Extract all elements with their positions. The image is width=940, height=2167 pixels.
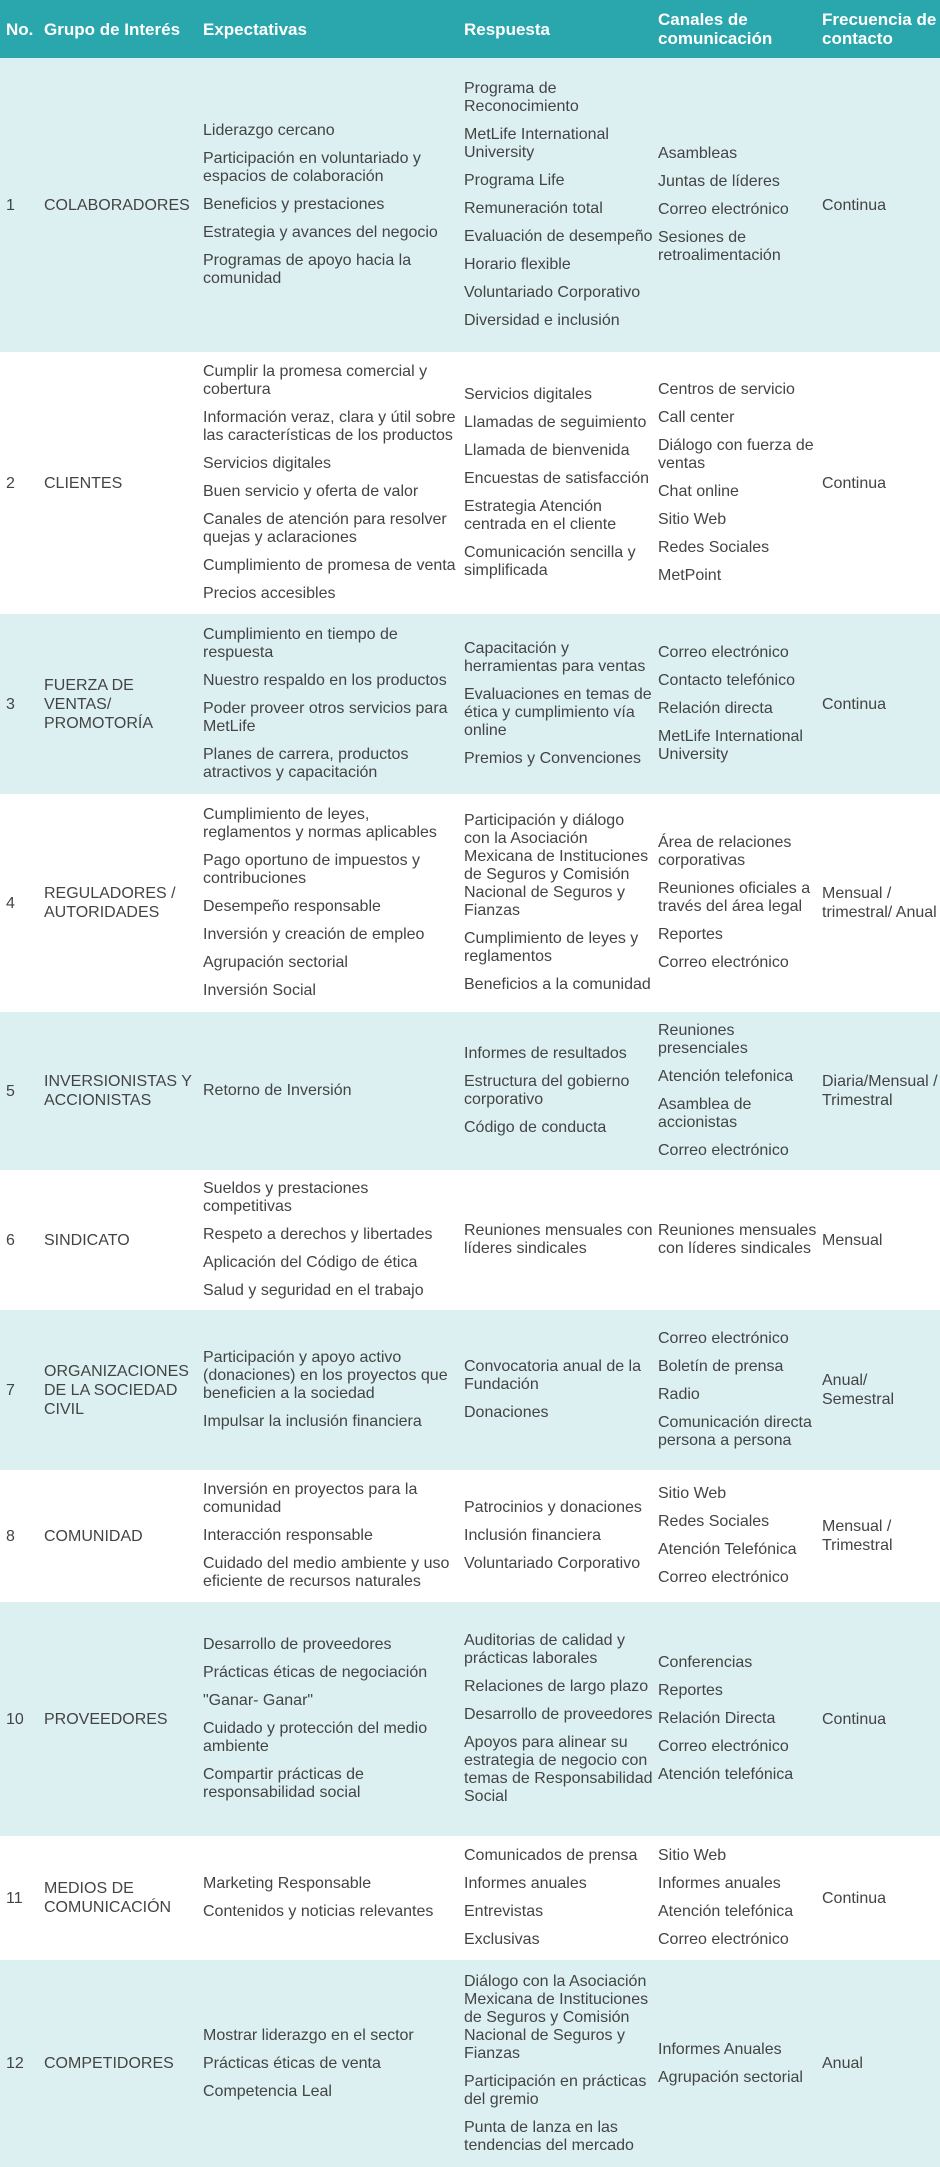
canales-list-item: Correo electrónico <box>658 1738 789 1755</box>
frecuencia-contacto: Continua <box>822 474 887 492</box>
canales-list-item: Relación Directa <box>658 1710 776 1727</box>
respuesta-list-item: Llamadas de seguimiento <box>464 414 647 431</box>
frecuencia-contacto: Mensual / Trimestral <box>822 1518 893 1554</box>
canales-list-item: Reportes <box>658 926 723 943</box>
respuesta-list-item: Estrategia Atención centrada en el cliente <box>464 498 617 533</box>
respuesta-list-item: Evaluación de desempeño <box>464 228 653 245</box>
canales-list-item: Redes Sociales <box>658 539 770 556</box>
respuesta-list-item: Auditorias de calidad y prácticas laborales <box>464 1632 625 1667</box>
canales-list-item: Reuniones presenciales <box>658 1022 748 1057</box>
canales-list-item: Correo electrónico <box>658 954 789 971</box>
canales-list-item: Asamblea de accionistas <box>658 1096 752 1131</box>
respuesta-list-item: Comunicados de prensa <box>464 1847 638 1864</box>
canales-list <box>658 1960 818 2167</box>
canales-list-item: Atención telefonica <box>658 1068 794 1085</box>
canales-list-item: Correo electrónico <box>658 1142 789 1159</box>
stakeholder-group: INVERSIONISTAS Y ACCIONISTAS <box>44 1073 192 1109</box>
respuesta-list-item: Remuneración total <box>464 200 603 217</box>
respuesta-list-item: Comunicación sencilla y simplificada <box>464 544 636 579</box>
respuesta-list <box>464 1170 654 1310</box>
canales-list-item: Chat online <box>658 483 739 500</box>
frecuencia-contacto: Diaria/Mensual / Trimestral <box>822 1073 938 1109</box>
table-row <box>0 1602 940 1836</box>
frecuencia-contacto: Continua <box>822 1889 887 1907</box>
expectativas-list-item: Pago oportuno de impuestos y contribuciones <box>203 852 421 887</box>
expectativas-list-item: Interacción responsable <box>203 1527 373 1544</box>
expectativas-list-item: Compartir prácticas de responsabilidad social <box>203 1766 364 1801</box>
canales-list-item: Área de relaciones corporativas <box>658 834 792 869</box>
stakeholder-group: COMUNIDAD <box>44 1527 143 1545</box>
respuesta-list-item: Voluntariado Corporativo <box>464 284 641 301</box>
respuesta-list-item: Convocatoria anual de la Fundación <box>464 1358 642 1393</box>
canales-list-item: Sesiones de retroalimentación <box>658 229 781 264</box>
canales-list-item: Sitio Web <box>658 511 727 528</box>
respuesta-list-item: Apoyos para alinear su estrategia de negocio con temas de Responsabilidad Social <box>464 1734 653 1805</box>
expectativas-list-item: Estrategia y avances del negocio <box>203 224 438 241</box>
expectativas-list-item: Cumplimiento de promesa de venta <box>203 557 456 574</box>
row-number: 11 <box>6 1889 23 1907</box>
canales-list-item: Correo electrónico <box>658 201 789 218</box>
canales-list <box>658 1602 818 1836</box>
canales-list-item: Conferencias <box>658 1654 753 1671</box>
frecuencia-contacto: Continua <box>822 695 887 713</box>
respuesta-list-item: Reuniones mensuales con líderes sindicales <box>464 1222 653 1257</box>
expectativas-list <box>203 1012 461 1170</box>
canales-list-item: Atención telefónica <box>658 1766 794 1783</box>
respuesta-list-item: Exclusivas <box>464 1931 540 1948</box>
expectativas-list <box>203 614 461 794</box>
table-row <box>0 58 940 352</box>
canales-list-item: Reportes <box>658 1682 723 1699</box>
respuesta-list <box>464 614 654 794</box>
header-canales: Canales de comunicación <box>658 10 773 48</box>
header-frecuencia: Frecuencia de contacto <box>822 10 937 48</box>
canales-list-item: Radio <box>658 1386 700 1403</box>
table-row <box>0 1470 940 1602</box>
table-row <box>0 352 940 614</box>
canales-list-item: Atención Telefónica <box>658 1541 797 1558</box>
header-no: No. <box>6 19 34 39</box>
expectativas-list-item: Salud y seguridad en el trabajo <box>203 1282 424 1299</box>
expectativas-list <box>203 352 461 614</box>
canales-list-item: Contacto telefónico <box>658 672 795 689</box>
canales-list-item: Comunicación directa persona a persona <box>658 1414 812 1449</box>
canales-list-item: Redes Sociales <box>658 1513 770 1530</box>
respuesta-list-item: Punta de lanza en las tendencias del mercado <box>464 2118 634 2154</box>
respuesta-list <box>464 794 654 1012</box>
stakeholder-group: COLABORADORES <box>44 196 190 214</box>
expectativas-list-item: Nuestro respaldo en los productos <box>203 672 447 689</box>
table-row <box>0 1960 940 2167</box>
expectativas-list-item: Marketing Responsable <box>203 1875 372 1892</box>
respuesta-list-item: Patrocinios y donaciones <box>464 1499 642 1516</box>
table-row <box>0 1012 940 1170</box>
expectativas-list-item: Agrupación sectorial <box>203 954 348 971</box>
expectativas-list-item: Sueldos y prestaciones competitivas <box>203 1180 369 1215</box>
expectativas-list-item: Poder proveer otros servicios para MetLife <box>203 700 448 735</box>
respuesta-list <box>464 58 654 352</box>
canales-list <box>658 1470 818 1602</box>
respuesta-list-item: Inclusión financiera <box>464 1527 601 1544</box>
expectativas-list-item: Prácticas éticas de venta <box>203 2054 381 2072</box>
respuesta-list-item: Desarrollo de proveedores <box>464 1706 653 1723</box>
canales-list-item: MetPoint <box>658 567 722 584</box>
canales-list-item: Atención telefónica <box>658 1903 794 1920</box>
canales-list-item: Sitio Web <box>658 1485 727 1502</box>
respuesta-list-item: Participación y diálogo con la Asociación Mexicana de Instituciones de Seguros y Comisión Nacional de Seguros y Fianzas <box>464 812 649 919</box>
respuesta-list-item: Voluntariado Corporativo <box>464 1555 641 1572</box>
respuesta-list-item: Donaciones <box>464 1404 549 1421</box>
respuesta-list-item: Evaluaciones en temas de ética y cumplimiento vía online <box>464 686 652 739</box>
table-row <box>0 1170 940 1310</box>
header-grupo: Grupo de Interés <box>44 19 181 39</box>
header-respuesta: Respuesta <box>464 19 550 39</box>
respuesta-list <box>464 1602 654 1836</box>
canales-list <box>658 58 818 352</box>
expectativas-list <box>203 1170 461 1310</box>
respuesta-list-item: MetLife International University <box>464 126 609 161</box>
frecuencia-contacto: Anual/ Semestral <box>822 1372 895 1408</box>
header-expectativas: Expectativas <box>203 19 307 39</box>
stakeholder-group: CLIENTES <box>44 474 123 492</box>
expectativas-list-item: Aplicación del Código de ética <box>203 1254 418 1271</box>
table-row <box>0 1310 940 1470</box>
respuesta-list-item: Premios y Convenciones <box>464 750 641 767</box>
row-number: 2 <box>6 474 15 492</box>
expectativas-list-item: Mostrar liderazgo en el sector <box>203 2026 414 2044</box>
canales-list-item: Asambleas <box>658 145 738 162</box>
respuesta-list-item: Relaciones de largo plazo <box>464 1678 649 1695</box>
canales-list-item: Correo electrónico <box>658 1931 789 1948</box>
canales-list-item: Relación directa <box>658 700 773 717</box>
expectativas-list <box>203 1602 461 1836</box>
expectativas-list-item: Cumplimiento de leyes, reglamentos y normas aplicables <box>203 806 437 841</box>
canales-list-item: Correo electrónico <box>658 1569 789 1586</box>
row-number: 1 <box>6 196 15 214</box>
expectativas-list <box>203 1960 461 2167</box>
canales-list-item: Juntas de líderes <box>658 173 780 190</box>
canales-list <box>658 1310 818 1470</box>
canales-list-item: Centros de servicio <box>658 381 795 398</box>
canales-list-item: Reuniones mensuales con líderes sindicales <box>658 1222 817 1257</box>
stakeholder-group: REGULADORES / AUTORIDADES <box>44 885 176 921</box>
row-number: 6 <box>6 1231 15 1249</box>
canales-list-item: Agrupación sectorial <box>658 2068 803 2086</box>
expectativas-list-item: Impulsar la inclusión financiera <box>203 1413 422 1430</box>
respuesta-list-item: Programa de Reconocimiento <box>464 80 579 115</box>
expectativas-list-item: Cumplir la promesa comercial y cobertura <box>203 363 428 398</box>
expectativas-list-item: Respeto a derechos y libertades <box>203 1226 433 1243</box>
respuesta-list <box>464 1012 654 1170</box>
expectativas-list-item: Desempeño responsable <box>203 898 381 915</box>
row-number: 4 <box>6 894 15 912</box>
stakeholder-group: FUERZA DE VENTAS/ PROMOTORÍA <box>44 676 154 732</box>
expectativas-list <box>203 1310 461 1470</box>
respuesta-list <box>464 1310 654 1470</box>
stakeholder-group: COMPETIDORES <box>44 2055 174 2072</box>
respuesta-list-item: Cumplimiento de leyes y reglamentos <box>464 930 639 965</box>
expectativas-list-item: Liderazgo cercano <box>203 122 335 139</box>
canales-list-item: Informes anuales <box>658 1875 781 1892</box>
respuesta-list-item: Capacitación y herramientas para ventas <box>464 640 646 675</box>
respuesta-list <box>464 1960 654 2167</box>
respuesta-list-item: Participación en prácticas del gremio <box>464 2072 647 2108</box>
stakeholder-group: SINDICATO <box>44 1231 130 1249</box>
respuesta-list <box>464 1470 654 1602</box>
respuesta-list-item: Encuestas de satisfacción <box>464 470 649 487</box>
respuesta-list-item: Servicios digitales <box>464 386 593 403</box>
respuesta-list-item: Estructura del gobierno corporativo <box>464 1073 630 1108</box>
canales-list-item: Boletín de prensa <box>658 1358 784 1375</box>
expectativas-list-item: Planes de carrera, productos atractivos y capacitación <box>203 746 409 781</box>
expectativas-list <box>203 58 461 352</box>
frecuencia-contacto: Continua <box>822 196 887 214</box>
expectativas-list-item: Inversión Social <box>203 982 316 999</box>
canales-list-item: Informes Anuales <box>658 2040 782 2058</box>
canales-list <box>658 352 818 614</box>
stakeholder-group: PROVEEDORES <box>44 1710 168 1728</box>
table-row <box>0 1836 940 1960</box>
canales-list <box>658 1012 818 1170</box>
canales-list-item: Call center <box>658 409 735 426</box>
respuesta-list-item: Entrevistas <box>464 1903 544 1920</box>
canales-list-item: MetLife International University <box>658 728 803 763</box>
respuesta-list-item: Informes anuales <box>464 1875 587 1892</box>
expectativas-list-item: Competencia Leal <box>203 2082 332 2100</box>
expectativas-list-item: Precios accesibles <box>203 585 336 602</box>
stakeholder-group: MEDIOS DE COMUNICACIÓN <box>44 1880 172 1916</box>
respuesta-list-item: Horario flexible <box>464 256 571 273</box>
respuesta-list-item: Informes de resultados <box>464 1045 627 1062</box>
canales-list-item: Sitio Web <box>658 1847 727 1864</box>
canales-list <box>658 614 818 794</box>
expectativas-list-item: Beneficios y prestaciones <box>203 196 385 213</box>
expectativas-list-item: Programas de apoyo hacia la comunidad <box>203 252 412 287</box>
respuesta-list-item: Programa Life <box>464 172 565 189</box>
row-number: 3 <box>6 695 15 713</box>
canales-list <box>658 1170 818 1310</box>
frecuencia-contacto: Mensual / trimestral/ Anual <box>822 885 937 921</box>
frecuencia-contacto: Anual <box>822 2055 863 2072</box>
expectativas-list-item: Cumplimiento en tiempo de respuesta <box>203 626 398 661</box>
canales-list-item: Reuniones oficiales a través del área legal <box>658 880 811 915</box>
row-number: 10 <box>6 1710 24 1728</box>
respuesta-list <box>464 352 654 614</box>
expectativas-list-item: Contenidos y noticias relevantes <box>203 1903 434 1920</box>
expectativas-list-item: Inversión y creación de empleo <box>203 926 425 943</box>
canales-list-item: Correo electrónico <box>658 1330 789 1347</box>
respuesta-list-item: Llamada de bienvenida <box>464 442 630 459</box>
table-header <box>0 0 940 58</box>
canales-list <box>658 794 818 1012</box>
expectativas-list-item: Servicios digitales <box>203 455 332 472</box>
row-number: 7 <box>6 1381 15 1399</box>
expectativas-list-item: Retorno de Inversión <box>203 1082 352 1099</box>
respuesta-list-item: Diálogo con la Asociación Mexicana de Instituciones de Seguros y Comisión Nacional de Seguros y Fianzas <box>464 1972 649 2062</box>
frecuencia-contacto: Mensual <box>822 1231 883 1249</box>
expectativas-list-item: Prácticas éticas de negociación <box>203 1664 428 1681</box>
table-row <box>0 794 940 1012</box>
expectativas-list-item: Inversión en proyectos para la comunidad <box>203 1481 418 1516</box>
expectativas-list-item: Buen servicio y oferta de valor <box>203 483 419 500</box>
expectativas-list-item: Participación y apoyo activo (donaciones) en los proyectos que beneficien a la sociedad <box>203 1349 448 1402</box>
expectativas-list <box>203 794 461 1012</box>
canales-list-item: Correo electrónico <box>658 644 789 661</box>
expectativas-list-item: Información veraz, clara y útil sobre las características de los productos <box>203 409 456 444</box>
expectativas-list-item: Canales de atención para resolver quejas y aclaraciones <box>203 511 447 546</box>
respuesta-list-item: Beneficios a la comunidad <box>464 976 651 993</box>
expectativas-list-item: "Ganar- Ganar" <box>203 1692 314 1709</box>
expectativas-list <box>203 1470 461 1602</box>
canales-list-item: Diálogo con fuerza de ventas <box>658 437 814 472</box>
expectativas-list <box>203 1836 461 1960</box>
row-number: 5 <box>6 1082 15 1100</box>
frecuencia-contacto: Continua <box>822 1710 887 1728</box>
expectativas-list-item: Cuidado del medio ambiente y uso eficiente de recursos naturales <box>203 1555 450 1590</box>
stakeholder-group: ORGANIZACIONES DE LA SOCIEDAD CIVIL <box>44 1362 189 1418</box>
respuesta-list-item: Código de conducta <box>464 1119 607 1136</box>
row-number: 8 <box>6 1527 15 1545</box>
table-row <box>0 614 940 794</box>
expectativas-list-item: Participación en voluntariado y espacios de colaboración <box>203 150 421 185</box>
expectativas-list-item: Cuidado y protección del medio ambiente <box>203 1720 428 1755</box>
canales-list <box>658 1836 818 1960</box>
row-number: 12 <box>6 2055 24 2072</box>
respuesta-list <box>464 1836 654 1960</box>
respuesta-list-item: Diversidad e inclusión <box>464 312 620 329</box>
expectativas-list-item: Desarrollo de proveedores <box>203 1636 392 1653</box>
